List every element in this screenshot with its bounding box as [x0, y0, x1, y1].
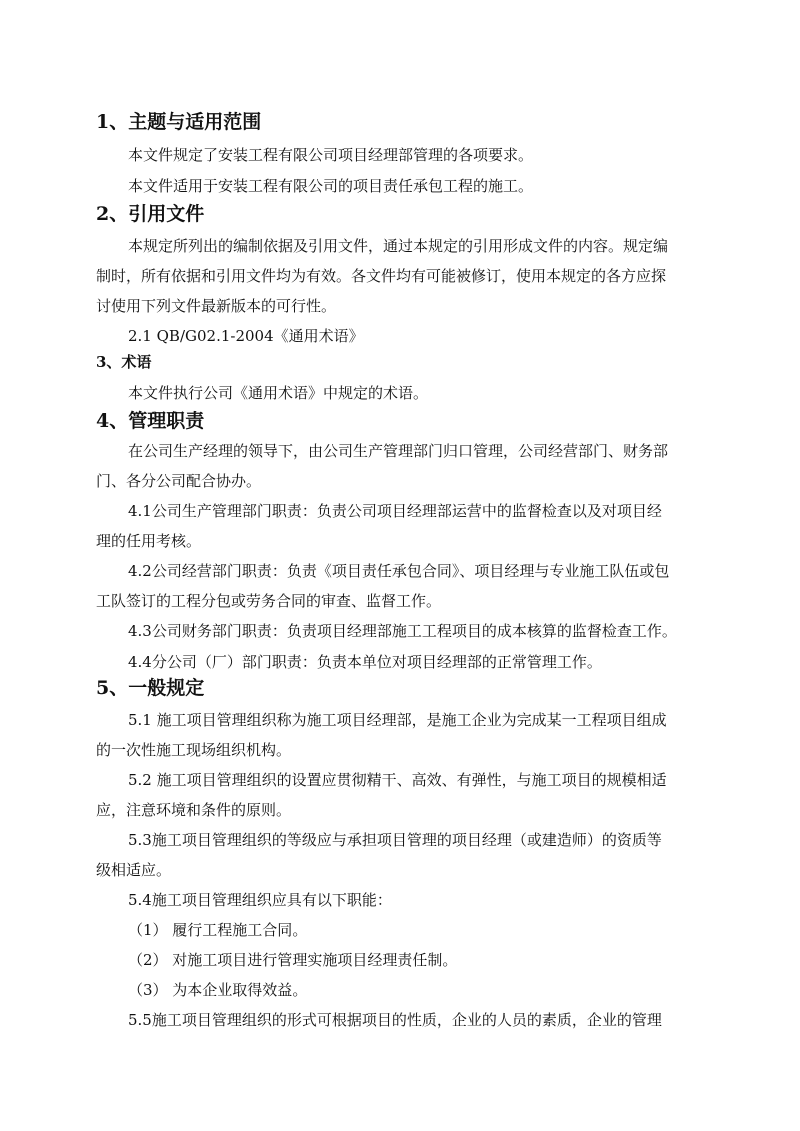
- s5-list-item-2: （2） 对施工项目进行管理实施项目经理责任制。: [128, 951, 458, 969]
- s5-line-4: 应，注意环境和条件的原则。: [96, 801, 292, 819]
- s4-line-5: 4.2公司经营部门职责：负责《项目责任承包合同》、项目经理与专业施工队伍或包: [128, 562, 670, 580]
- section-4-heading: 4、管理职责: [96, 410, 205, 432]
- s4-line-2: 门、各分公司配合协办。: [96, 472, 262, 490]
- s5-line-3: 5.2 施工项目管理组织的设置应贯彻精干、高效、有弹性，与施工项目的规模相适: [128, 771, 667, 789]
- section-3-heading: 3、术语: [96, 353, 152, 371]
- s5-line-1: 5.1 施工项目管理组织称为施工项目经理部，是施工企业为完成某一工程项目组成: [128, 711, 667, 729]
- s1-line-1: 本文件规定了安装工程有限公司项目经理部管理的各项要求。: [128, 146, 534, 164]
- s4-line-6: 工队签订的工程分包或劳务合同的审查、监督工作。: [96, 592, 442, 610]
- s2-line-1: 本规定所列出的编制依据及引用文件，通过本规定的引用形成文件的内容。规定编: [128, 237, 669, 255]
- s2-line-3: 讨使用下列文件最新版本的可行性。: [96, 297, 337, 315]
- s3-line-1: 本文件执行公司《通用术语》中规定的术语。: [128, 384, 429, 402]
- s5-line-2: 的一次性施工现场组织机构。: [96, 741, 292, 759]
- section-5-heading: 5、一般规定: [96, 677, 205, 699]
- section-2-heading: 2、引用文件: [96, 203, 205, 225]
- s5-list-item-3: （3） 为本企业取得效益。: [128, 981, 308, 999]
- s4-line-1: 在公司生产经理的领导下，由公司生产管理部门归口管理，公司经营部门、财务部: [128, 442, 669, 460]
- s5-line-5: 5.3施工项目管理组织的等级应与承担项目管理的项目经理（或建造师）的资质等: [128, 831, 662, 849]
- s2-line-4: 2.1 QB/G02.1-2004《通用术语》: [128, 327, 364, 345]
- s5-line-6: 级相适应。: [96, 861, 172, 879]
- s2-line-2: 制时，所有依据和引用文件均为有效。各文件均有可能被修订，使用本规定的各方应探: [96, 267, 667, 285]
- s4-line-7: 4.3公司财务部门职责：负责项目经理部施工工程项目的成本核算的监督检查工作。: [128, 622, 677, 640]
- s4-line-3: 4.1公司生产管理部门职责：负责公司项目经理部运营中的监督检查以及对项目经: [128, 502, 662, 520]
- s5-line-7: 5.4施工项目管理组织应具有以下职能：: [128, 891, 392, 909]
- s4-line-4: 理的任用考核。: [96, 532, 202, 550]
- s4-line-8: 4.4分公司（厂）部门职责：负责本单位对项目经理部的正常管理工作。: [128, 653, 602, 671]
- section-1-heading: 1、主题与适用范围: [96, 111, 262, 133]
- s5-line-8: 5.5施工项目管理组织的形式可根据项目的性质，企业的人员的素质，企业的管理: [128, 1011, 662, 1029]
- s5-list-item-1: （1） 履行工程施工合同。: [128, 921, 308, 939]
- s1-line-2: 本文件适用于安装工程有限公司的项目责任承包工程的施工。: [128, 177, 534, 195]
